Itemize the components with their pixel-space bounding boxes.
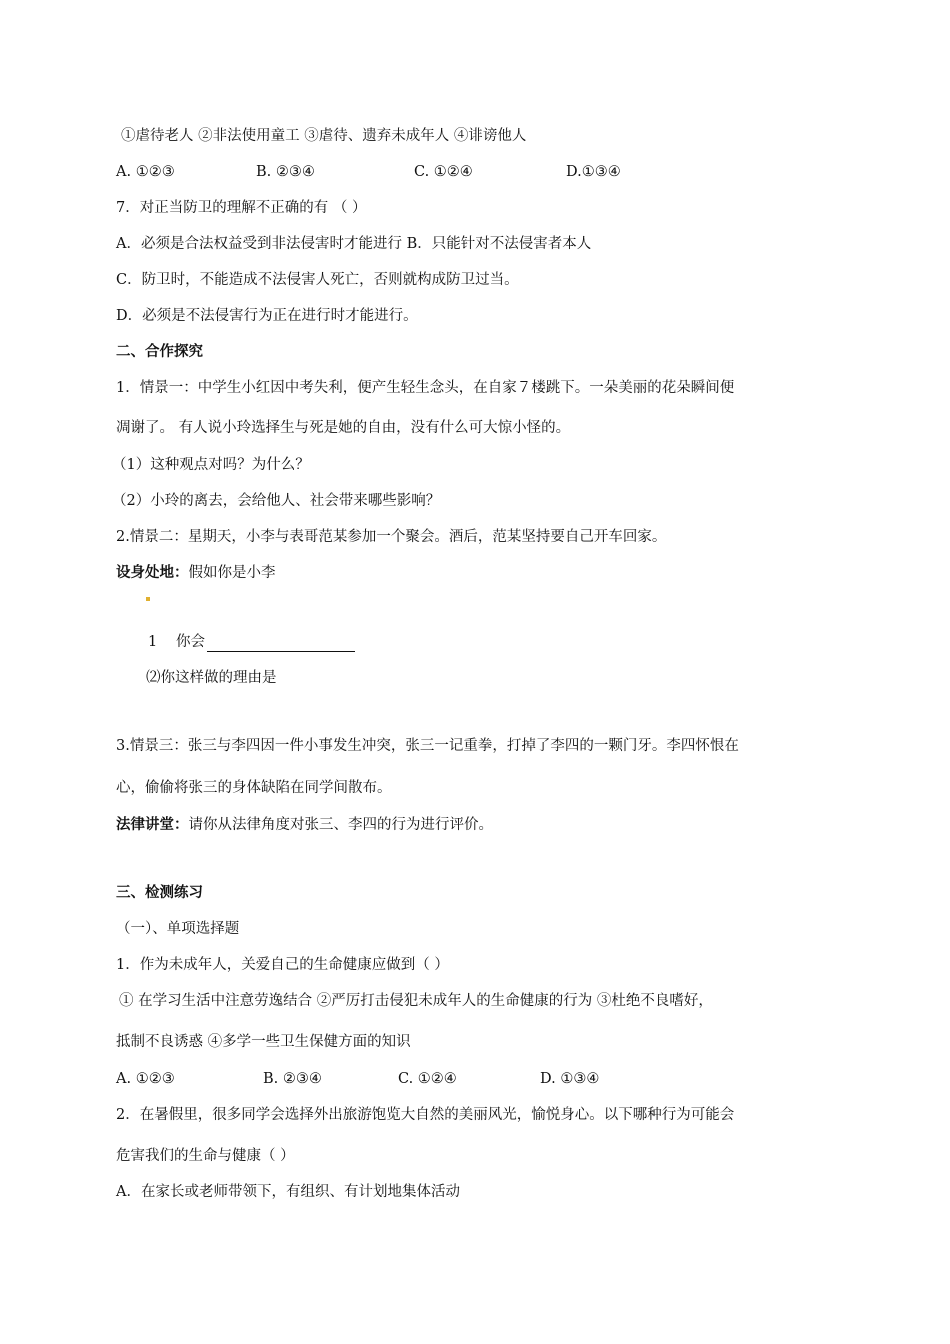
- test-q2-option-a: A．在家长或老师带领下，有组织、有计划地集体活动: [116, 1184, 460, 1200]
- scenario-2-text: 假如你是小李: [188, 565, 276, 581]
- test-q1-option-d: D. ①③④: [540, 1071, 600, 1087]
- question-number: 1: [148, 634, 158, 650]
- q6-option-b: B. ②③④: [256, 164, 315, 180]
- q6-option-d: D.①③④: [566, 164, 621, 180]
- section-3-subtitle: （一）、单项选择题: [116, 921, 240, 937]
- scenario-2-question-1: [148, 632, 355, 652]
- test-q2-line-1: 2．在暑假里，很多同学会选择外出旅游饱览大自然的美丽风光，愉悦身心。以下哪种行为可能会: [116, 1107, 735, 1123]
- scenario-3-prompt: [116, 815, 493, 835]
- scenario-2-prompt: [116, 563, 276, 583]
- q6-option-a: A. ①②③: [116, 164, 175, 180]
- scenario-3-line-2: 心，偷偷将张三的身体缺陷在同学间散布。: [116, 780, 392, 796]
- test-q1-options: [116, 1069, 599, 1089]
- scenario-2-question-2: ⑵你这样做的理由是: [146, 670, 277, 686]
- answer-blank[interactable]: [207, 635, 355, 652]
- q7-stem: 7．对正当防卫的理解不正确的有 （ ）: [116, 200, 367, 216]
- test-q1-line-1: ① 在学习生活中注意劳逸结合 ②严厉打击侵犯未成年人的生命健康的行为 ③杜绝不良嗜好，: [119, 993, 713, 1009]
- test-q1-line-2: 抵制不良诱惑 ④多学一些卫生保健方面的知识: [116, 1034, 411, 1050]
- q6-option-c: C. ①②④: [414, 164, 473, 180]
- test-q2-line-2: 危害我们的生命与健康（ ）: [116, 1148, 295, 1164]
- section-3-title: 三、检测练习: [116, 884, 203, 901]
- q6-options: [116, 162, 621, 182]
- scenario-1-question-1: （1）这种观点对吗？为什么？: [112, 457, 310, 473]
- test-q1-option-a: A. ①②③: [116, 1071, 175, 1087]
- question-text: 你会: [176, 634, 205, 650]
- scenario-3-label: 法律讲堂：: [116, 816, 189, 833]
- section-2-title: 二、合作探究: [116, 343, 203, 360]
- scenario-3-text: 请你从法律角度对张三、李四的行为进行评价。: [188, 817, 493, 833]
- scenario-1-line-1: 1．情景一：中学生小红因中考失利，便产生轻生念头，在自家７楼跳下。一朵美丽的花朵瞬间便: [116, 380, 735, 396]
- q7-option-c: C．防卫时，不能造成不法侵害人死亡，否则就构成防卫过当。: [116, 272, 519, 288]
- q7-option-d: D．必须是不法侵害行为正在进行时才能进行。: [116, 308, 418, 324]
- scenario-1-line-2: 凋谢了。 有人说小玲选择生与死是她的自由，没有什么可大惊小怪的。: [116, 420, 571, 436]
- test-q1-option-b: B. ②③④: [263, 1071, 322, 1087]
- decorative-mark: [146, 597, 150, 601]
- scenario-2-label: 设身处地：: [116, 564, 189, 581]
- test-q1-stem: 1．作为未成年人，关爱自己的生命健康应做到（ ）: [116, 957, 449, 973]
- scenario-3-line-1: 3.情景三：张三与李四因一件小事发生冲突，张三一记重拳，打掉了李四的一颗门牙。李四怀恨在: [116, 738, 739, 754]
- test-q1-option-c: C. ①②④: [398, 1071, 457, 1087]
- scenario-1-question-2: （2）小玲的离去，会给他人、社会带来哪些影响？: [112, 493, 441, 509]
- q7-option-a-b: A．必须是合法权益受到非法侵害时才能进行 B．只能针对不法侵害者本人: [116, 236, 592, 252]
- q6-statements: ①虐待老人 ②非法使用童工 ③虐待、遗弃未成年人 ④诽谤他人: [121, 128, 527, 144]
- scenario-2: 2.情景二：星期天，小李与表哥范某参加一个聚会。酒后，范某坚持要自己开车回家。: [116, 529, 667, 545]
